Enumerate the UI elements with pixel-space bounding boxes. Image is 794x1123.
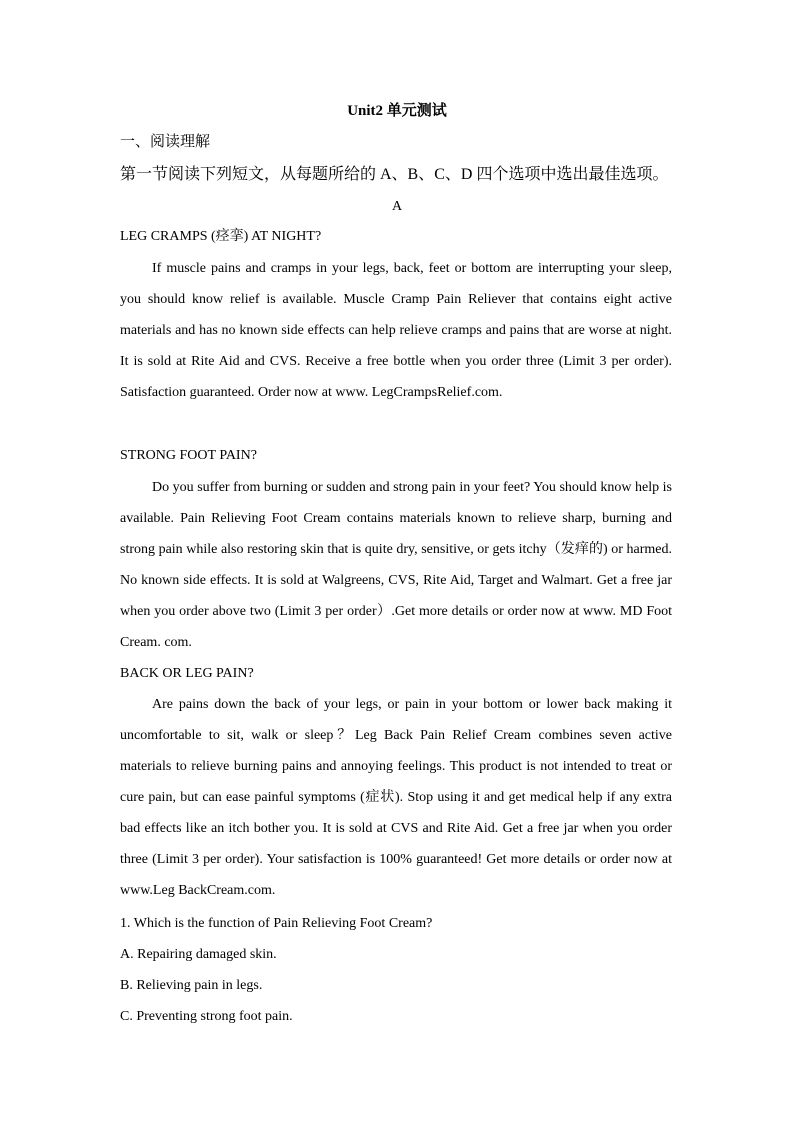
question-option-c: C. Preventing strong foot pain.	[120, 1009, 293, 1024]
ad-heading-foot-pain: STRONG FOOT PAIN?	[120, 448, 257, 463]
passage-label: A	[391, 199, 403, 214]
page-title: Unit2 单元测试	[347, 103, 447, 119]
section-heading: 一、阅读理解	[120, 134, 211, 150]
question-stem: 1. Which is the function of Pain Relieving Foot Cream?	[120, 916, 433, 931]
ad-body-text: If muscle pains and cramps in your legs, back, feet or bottom are interrupting your sleep, you should know relief is available. Muscle Cramp Pain Reliever that contains eight active materials and has no known side effects can help relieve cramps and pains that are worse at night. It is sold at Rite Aid and CVS. Receive a free bottle when you order three (Limit 3 per order). Satisfaction guaranteed. Order now at www. LegCrampsRelief.com.	[120, 261, 672, 400]
ad-body-text: Do you suffer from burning or sudden and strong pain in your feet? You should know help is available. Pain Relieving Foot Cream contains materials known to relieve sharp, burning and strong pain while also restoring skin that is quite dry, sensitive, or gets itchy（发痒的) or harmed. No known side effects. It is sold at Walgreens, CVS, Rite Aid, Target and Walmart. Get a free jar when you order above two (Limit 3 per order）.Get more details or order now at www. MD Foot Cream. com.	[120, 480, 672, 650]
ad-heading-leg-cramps: LEG CRAMPS (痉挛) AT NIGHT?	[120, 229, 322, 244]
instruction-text: 第一节阅读下列短文，从每题所给的 A、B、C、D 四个选项中选出最佳选项。	[120, 166, 669, 183]
ad-body-foot-pain	[120, 472, 672, 658]
ad-body-back-leg-pain	[120, 689, 672, 906]
ad-heading-back-leg-pain: BACK OR LEG PAIN?	[120, 666, 254, 681]
ad-body-text: Are pains down the back of your legs, or pain in your bottom or lower back making it uncomfortable to sit, walk or sleep？Leg Back Pain Relief Cream combines seven active materials to relieve burning pains and annoying feelings. This product is not intended to treat or cure pain, but can ease painful symptoms (症状). Stop using it and get medical help if any extra bad effects like an itch bother you. It is sold at CVS and Rite Aid. Get a free jar when you order three (Limit 3 per order). Your satisfaction is 100% guaranteed! Get more details or order now at www.Leg BackCream.com.	[120, 697, 672, 898]
question-option-a: A. Repairing damaged skin.	[120, 947, 277, 962]
question-option-b: B. Relieving pain in legs.	[120, 978, 263, 993]
ad-body-leg-cramps	[120, 253, 672, 408]
